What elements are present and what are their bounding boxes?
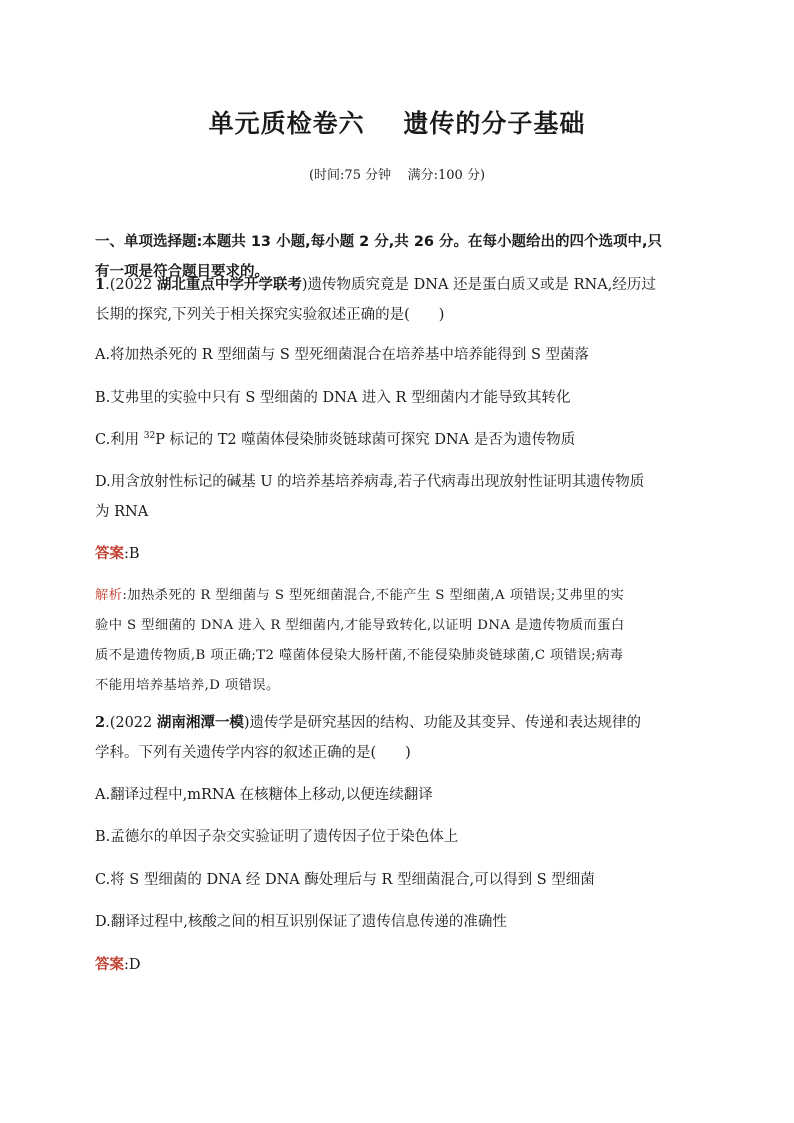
question-1-number: 1 xyxy=(95,276,106,293)
question-2-source: 湖南湘潭一模 xyxy=(156,715,244,731)
question-1-option-d-line-1: D.用含放射性标记的碱基 U 的培养基培养病毒,若子代病毒出现放射性证明其遗传物质 xyxy=(95,474,645,490)
answer-value: :D xyxy=(124,957,141,973)
question-2-option-d: D.翻译过程中,核酸之间的相互识别保证了遗传信息传递的准确性 xyxy=(95,914,507,930)
question-1-option-d-line-2: 为 RNA xyxy=(95,504,149,520)
isotope-superscript: 32 xyxy=(143,431,156,442)
question-2-option-c: C.将 S 型细菌的 DNA 经 DNA 酶处理后与 R 型细菌混合,可以得到 S 型细菌 xyxy=(95,872,595,888)
explanation-line-4: 不能用培养基培养,D 项错误。 xyxy=(95,678,280,693)
answer-label: 答案 xyxy=(95,957,124,973)
section-heading-line-2: 有一项是符合题目要求的。 xyxy=(95,264,269,280)
question-1-option-a: A.将加热杀死的 R 型细菌与 S 型死细菌混合在培养基中培养能得到 S 型菌落 xyxy=(95,347,590,363)
question-1-option-c-text: P 标记的 T2 噬菌体侵染肺炎链球菌可探究 DNA 是否为遗传物质 xyxy=(155,432,576,448)
question-1-source: 湖北重点中学开学联考 xyxy=(156,277,302,293)
explanation-line-2: 验中 S 型细菌的 DNA 进入 R 型细菌内,才能导致转化,以证明 DNA 是遗传物质而蛋白 xyxy=(95,618,625,633)
page-title: 单元质检卷六 遗传的分子基础 xyxy=(208,109,586,138)
question-1-stem-line-1 xyxy=(95,270,697,300)
explanation-line-1-text: :加热杀死的 R 型细菌与 S 型死细菌混合,不能产生 S 型细菌,A 项错误;艾弗里的实 xyxy=(122,588,625,603)
question-1-answer xyxy=(95,539,697,569)
question-2-stem-line-2: 学科。下列有关遗传学内容的叙述正确的是( ) xyxy=(95,745,411,761)
question-1 xyxy=(95,270,697,330)
answer-value: :B xyxy=(124,546,140,562)
question-1-option-b: B.艾弗里的实验中只有 S 型细菌的 DNA 进入 R 型细菌内才能导致其转化 xyxy=(95,390,571,406)
question-1-option-c-prefix: C.利用 xyxy=(95,432,144,448)
question-2-number: 2 xyxy=(95,714,106,731)
question-2-stem-rest: )遗传学是研究基因的结构、功能及其变异、传递和表达规律的 xyxy=(243,715,642,731)
question-1-option-d xyxy=(95,467,697,527)
explanation-line-1 xyxy=(95,581,697,611)
question-2-option-b: B.孟德尔的单因子杂交实验证明了遗传因子位于染色体上 xyxy=(95,829,459,845)
question-1-option-c xyxy=(95,425,697,455)
question-1-explanation xyxy=(95,581,697,701)
question-1-source-open: .(2022 xyxy=(105,277,157,293)
exam-time-score: (时间:75 分钟 满分:100 分) xyxy=(308,168,486,183)
section-heading-line-1: 一、单项选择题:本题共 13 小题,每小题 2 分,共 26 分。在每小题给出的四个选项中,只 xyxy=(95,234,663,250)
explanation-line-3: 质不是遗传物质,B 项正确;T2 噬菌体侵染大肠杆菌,不能侵染肺炎链球菌,C 项错误;病毒 xyxy=(95,648,624,663)
question-2-option-a: A.翻译过程中,mRNA 在核糖体上移动,以便连续翻译 xyxy=(95,787,433,803)
question-2-answer xyxy=(95,950,697,980)
question-2-source-open: .(2022 xyxy=(105,715,157,731)
question-1-stem-line-2: 长期的探究,下列关于相关探究实验叙述正确的是( ) xyxy=(95,307,445,323)
explanation-label: 解析 xyxy=(95,588,123,603)
question-1-stem-rest: )遗传物质究竟是 DNA 还是蛋白质又或是 RNA,经历过 xyxy=(301,277,656,293)
question-2-stem-line-1 xyxy=(95,708,697,738)
question-2 xyxy=(95,708,697,768)
answer-label: 答案 xyxy=(95,546,124,562)
